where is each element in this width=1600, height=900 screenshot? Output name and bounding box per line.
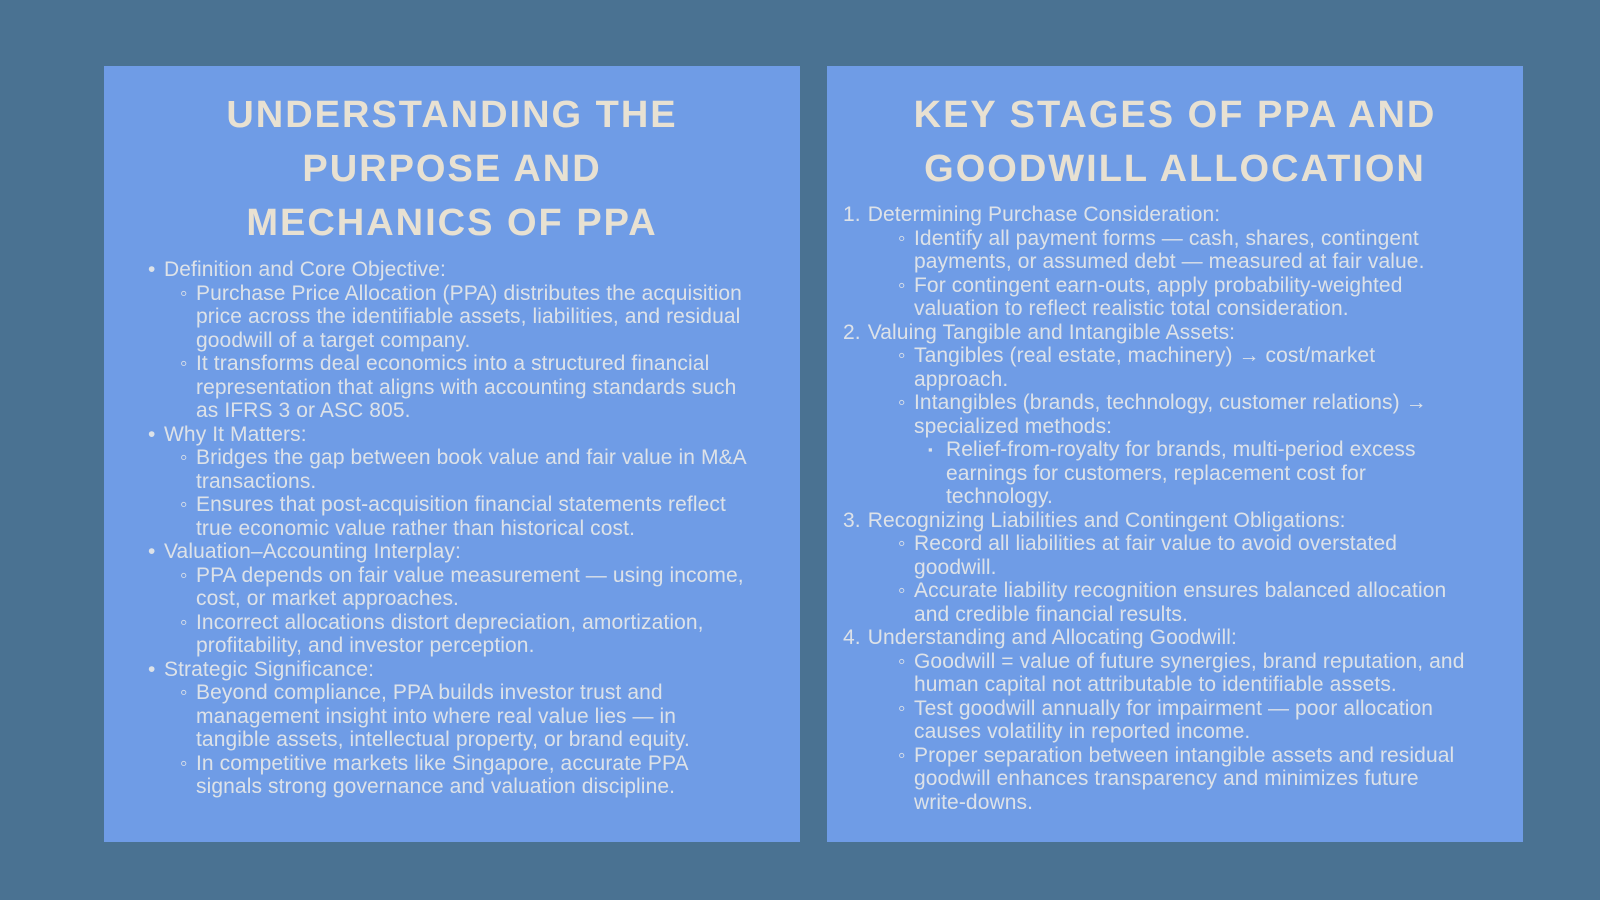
right-panel-title — [835, 88, 1515, 196]
sub-bullet-item — [148, 352, 764, 423]
sub-bullet-text: Record all liabilities at fair value to avoid overstated goodwill. — [914, 532, 1398, 579]
sub-bullet-item — [148, 282, 764, 353]
bullet-item — [148, 658, 764, 682]
title-line: GOODWILL ALLOCATION — [924, 148, 1426, 190]
step-item — [843, 203, 1499, 227]
step-label: Recognizing Liabilities and Contingent Obligations: — [867, 508, 1346, 532]
right-panel — [827, 66, 1523, 842]
circle-bullet-icon — [180, 752, 196, 776]
circle-bullet-icon — [898, 744, 914, 768]
step-item — [843, 509, 1499, 533]
circle-bullet-icon — [180, 611, 196, 635]
sub-bullet-item — [843, 650, 1499, 697]
circle-bullet-icon — [180, 446, 196, 470]
left-panel — [104, 66, 800, 842]
circle-bullet-icon — [898, 697, 914, 721]
detail-bullet-text: Relief-from-royalty for brands, multi-period excess earnings for customers, replacement cost for technology. — [946, 438, 1416, 508]
sub-bullet-text: Purchase Price Allocation (PPA) distributes the acquisition price across the identifiable assets, liabilities, and residual goodwill of a target company. — [196, 281, 742, 352]
circle-bullet-icon — [898, 227, 914, 251]
title-line: PURPOSE AND — [302, 148, 602, 190]
dot-bullet-icon — [148, 658, 164, 682]
dot-bullet-icon — [148, 423, 164, 447]
sub-bullet-item — [843, 697, 1499, 744]
step-number: 2. — [843, 320, 861, 344]
circle-bullet-icon — [898, 650, 914, 674]
sub-bullet-text: Goodwill = value of future synergies, brand reputation, and human capital not attributable to identifiable assets. — [914, 649, 1465, 696]
sub-bullet-text: Test goodwill annually for impairment — poor allocation causes volatility in reported income. — [914, 696, 1434, 743]
left-panel-title — [112, 88, 792, 250]
bullet-label: Valuation–Accounting Interplay: — [164, 540, 461, 563]
bullet-item — [148, 540, 764, 564]
bullet-label: Definition and Core Objective: — [164, 258, 446, 281]
sub-bullet-item — [843, 344, 1499, 391]
sub-bullet-item — [148, 752, 764, 799]
sub-bullet-item — [148, 493, 764, 540]
circle-bullet-icon — [180, 493, 196, 517]
sub-bullet-text: It transforms deal economics into a structured financial representation that aligns with accounting standards such as IFRS 3 or ASC 805. — [196, 352, 737, 422]
dot-bullet-icon — [148, 258, 164, 282]
circle-bullet-icon — [180, 282, 196, 306]
circle-bullet-icon — [898, 579, 914, 603]
step-number: 3. — [843, 508, 861, 532]
circle-bullet-icon — [180, 352, 196, 376]
sub-bullet-text: Incorrect allocations distort depreciation, amortization, profitability, and investor perception. — [196, 610, 704, 657]
sub-bullet-text: Tangibles (real estate, machinery) → cost/market approach. — [914, 344, 1376, 391]
circle-bullet-icon — [898, 274, 914, 298]
sub-bullet-text: Proper separation between intangible assets and residual goodwill enhances transparency and minimizes future write-downs. — [914, 743, 1455, 814]
step-label: Determining Purchase Consideration: — [867, 203, 1221, 226]
sub-bullet-item — [843, 274, 1499, 321]
right-panel-body — [843, 203, 1499, 814]
sub-bullet-text: Bridges the gap between book value and fair value in M&A transactions. — [196, 446, 746, 493]
title-line: UNDERSTANDING THE — [226, 94, 678, 136]
bullet-item — [148, 423, 764, 447]
circle-bullet-icon — [898, 391, 914, 415]
step-label: Valuing Tangible and Intangible Assets: — [867, 320, 1236, 344]
step-item — [843, 626, 1499, 650]
left-panel-body — [148, 258, 764, 799]
sub-bullet-item — [843, 532, 1499, 579]
circle-bullet-icon — [180, 564, 196, 588]
sub-bullet-text: Identify all payment forms — cash, shares, contingent payments, or assumed debt — measured at fair value. — [914, 226, 1425, 273]
step-number: 4. — [843, 626, 861, 649]
sub-bullet-item — [843, 579, 1499, 626]
step-label: Understanding and Allocating Goodwill: — [867, 626, 1237, 649]
sub-bullet-item — [843, 391, 1499, 438]
step-item — [843, 321, 1499, 345]
bullet-label: Strategic Significance: — [164, 657, 375, 681]
sub-bullet-text: In competitive markets like Singapore, accurate PPA signals strong governance and valuation discipline. — [196, 751, 688, 798]
sub-bullet-text: Beyond compliance, PPA builds investor trust and management insight into where real value lies — in tangible assets, intellectual property, or brand equity. — [196, 681, 690, 751]
sub-bullet-item — [843, 227, 1499, 274]
bullet-label: Why It Matters: — [164, 422, 307, 446]
square-bullet-icon — [928, 438, 946, 462]
bullet-item — [148, 258, 764, 282]
circle-bullet-icon — [898, 344, 914, 368]
sub-bullet-item — [843, 744, 1499, 815]
sub-bullet-text: For contingent earn-outs, apply probability-weighted valuation to reflect realistic total consideration. — [914, 273, 1403, 320]
sub-bullet-item — [148, 611, 764, 658]
step-number: 1. — [843, 203, 861, 226]
sub-bullet-item — [148, 446, 764, 493]
sub-bullet-text: PPA depends on fair value measurement — using income, cost, or market approaches. — [196, 563, 744, 610]
sub-bullet-text: Accurate liability recognition ensures balanced allocation and credible financial results. — [914, 579, 1447, 626]
dot-bullet-icon — [148, 540, 164, 564]
sub-bullet-item — [148, 564, 764, 611]
detail-bullet-item — [843, 438, 1499, 509]
title-line: MECHANICS OF PPA — [246, 202, 658, 244]
sub-bullet-text: Ensures that post-acquisition financial statements reflect true economic value rather than historical cost. — [196, 493, 726, 540]
title-line: KEY STAGES OF PPA AND — [913, 94, 1437, 136]
sub-bullet-text: Intangibles (brands, technology, customer relations) → specialized methods: — [914, 391, 1427, 438]
circle-bullet-icon — [898, 532, 914, 556]
sub-bullet-item — [148, 681, 764, 752]
circle-bullet-icon — [180, 681, 196, 705]
